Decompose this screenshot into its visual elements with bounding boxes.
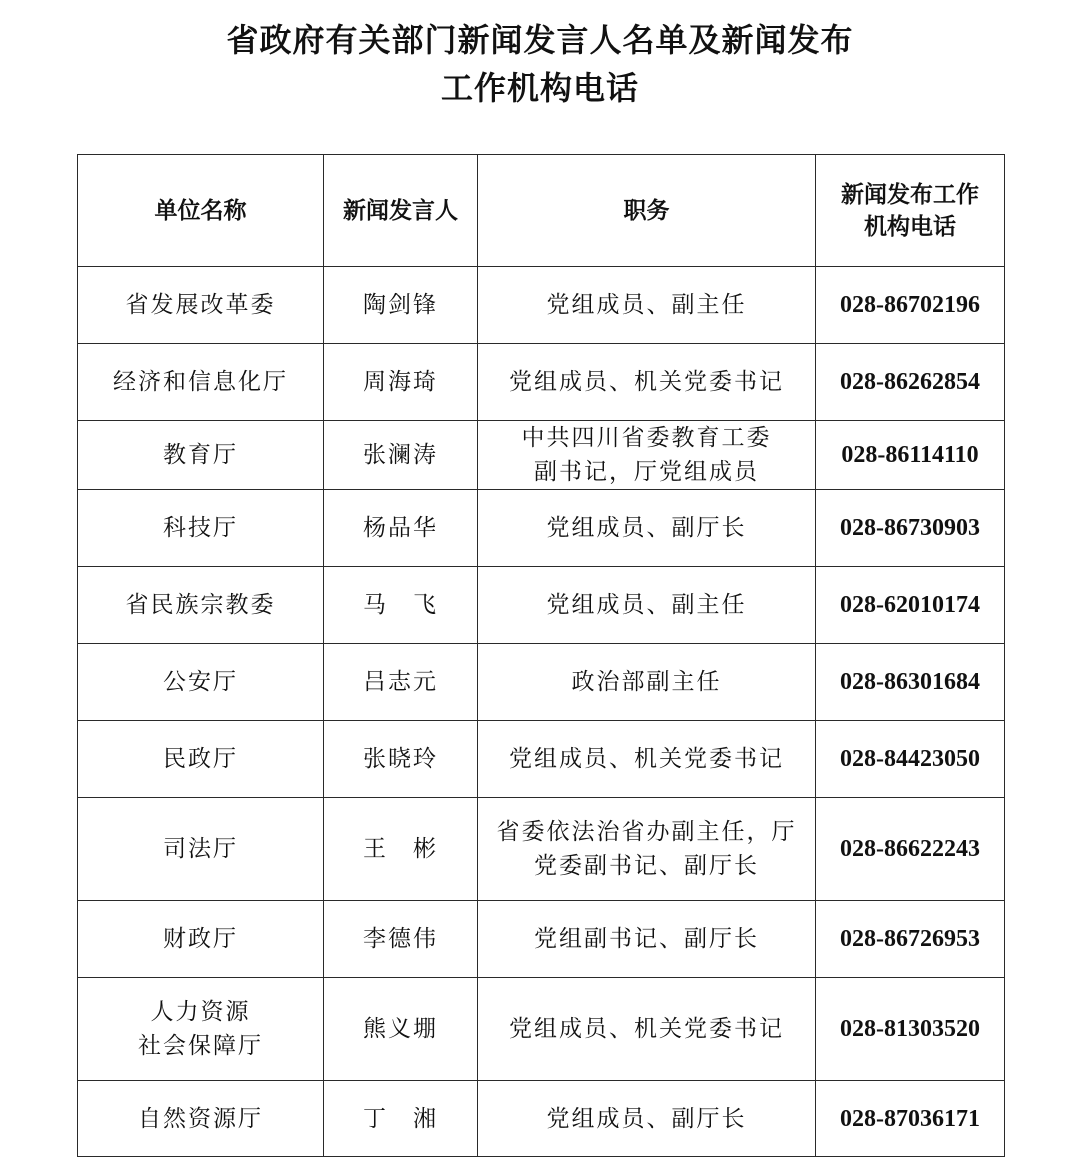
cell-spokesperson: 马 飞 xyxy=(324,567,478,644)
cell-position: 省委依法治省办副主任，厅 党委副书记、副厅长 xyxy=(478,798,816,901)
cell-spokesperson: 王 彬 xyxy=(324,798,478,901)
cell-position: 党组成员、机关党委书记 xyxy=(478,344,816,421)
cell-spokesperson: 丁 湘 xyxy=(324,1081,478,1157)
cell-phone: 028-86301684 xyxy=(816,644,1005,721)
cell-position: 中共四川省委教育工委 副书记，厅党组成员 xyxy=(478,421,816,490)
cell-position: 政治部副主任 xyxy=(478,644,816,721)
cell-phone: 028-81303520 xyxy=(816,978,1005,1081)
cell-spokesperson: 熊义堋 xyxy=(324,978,478,1081)
spokesperson-table xyxy=(77,154,1005,1157)
cell-spokesperson: 李德伟 xyxy=(324,901,478,978)
cell-position: 党组成员、副主任 xyxy=(478,567,816,644)
table-row xyxy=(78,978,1005,1081)
page-title-line-2: 工作机构电话 xyxy=(440,69,639,107)
cell-unit: 科技厅 xyxy=(78,490,324,567)
cell-position: 党组副书记、副厅长 xyxy=(478,901,816,978)
cell-position: 党组成员、副厅长 xyxy=(478,1081,816,1157)
cell-unit: 司法厅 xyxy=(78,798,324,901)
table-row xyxy=(78,344,1005,421)
cell-phone: 028-62010174 xyxy=(816,567,1005,644)
cell-spokesperson: 陶剑锋 xyxy=(324,267,478,344)
cell-phone: 028-86114110 xyxy=(816,421,1005,490)
table-row xyxy=(78,901,1005,978)
cell-position: 党组成员、副主任 xyxy=(478,267,816,344)
table-row xyxy=(78,567,1005,644)
cell-unit: 人力资源 社会保障厅 xyxy=(78,978,324,1081)
header-spokesperson: 新闻发言人 xyxy=(324,155,478,267)
header-unit: 单位名称 xyxy=(78,155,324,267)
cell-spokesperson: 张澜涛 xyxy=(324,421,478,490)
cell-unit: 民政厅 xyxy=(78,721,324,798)
cell-spokesperson: 张晓玲 xyxy=(324,721,478,798)
cell-position: 党组成员、副厅长 xyxy=(478,490,816,567)
cell-unit: 省发展改革委 xyxy=(78,267,324,344)
table-row xyxy=(78,421,1005,490)
cell-unit: 财政厅 xyxy=(78,901,324,978)
cell-unit: 教育厅 xyxy=(78,421,324,490)
table-header-row xyxy=(78,155,1005,267)
cell-unit: 经济和信息化厅 xyxy=(78,344,324,421)
table-row xyxy=(78,490,1005,567)
cell-spokesperson: 杨品华 xyxy=(324,490,478,567)
cell-position: 党组成员、机关党委书记 xyxy=(478,978,816,1081)
table-row xyxy=(78,798,1005,901)
table-row xyxy=(78,721,1005,798)
cell-spokesperson: 吕志元 xyxy=(324,644,478,721)
cell-phone: 028-86730903 xyxy=(816,490,1005,567)
cell-phone: 028-86262854 xyxy=(816,344,1005,421)
cell-unit: 省民族宗教委 xyxy=(78,567,324,644)
cell-spokesperson: 周海琦 xyxy=(324,344,478,421)
table-row xyxy=(78,644,1005,721)
cell-position: 党组成员、机关党委书记 xyxy=(478,721,816,798)
table-row xyxy=(78,267,1005,344)
cell-phone: 028-86702196 xyxy=(816,267,1005,344)
cell-unit: 自然资源厅 xyxy=(78,1081,324,1157)
header-position: 职务 xyxy=(478,155,816,267)
cell-phone: 028-87036171 xyxy=(816,1081,1005,1157)
page-title-line-1: 省政府有关部门新闻发言人名单及新闻发布 xyxy=(226,21,854,59)
header-phone: 新闻发布工作 机构电话 xyxy=(816,155,1005,267)
cell-unit: 公安厅 xyxy=(78,644,324,721)
cell-phone: 028-84423050 xyxy=(816,721,1005,798)
cell-phone: 028-86622243 xyxy=(816,798,1005,901)
table-row xyxy=(78,1081,1005,1157)
cell-phone: 028-86726953 xyxy=(816,901,1005,978)
